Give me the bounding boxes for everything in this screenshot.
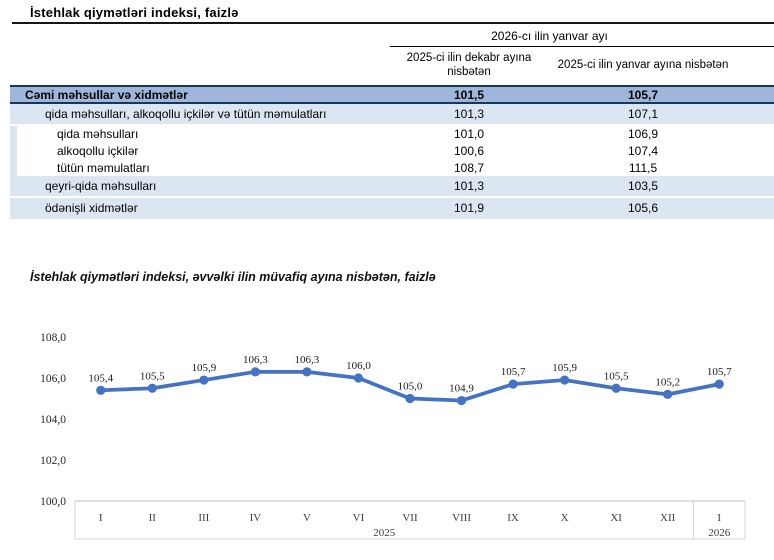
data-point-marker (302, 367, 311, 376)
row-edge-band (10, 125, 17, 142)
column-header-row (10, 46, 774, 86)
cpi-line-chart (28, 320, 768, 548)
row-label: tütün məmulatları (17, 159, 390, 176)
chart-title: İstehlak qiymətləri indeksi, əvvəlki ilin müvafiq ayına nisbətən, faizlə (30, 270, 436, 284)
data-point-label: 105,5 (603, 370, 629, 383)
value-vs-december: 101,3 (390, 103, 548, 125)
column-group-row (10, 28, 774, 46)
x-axis-month-label: VIII (452, 512, 472, 524)
row-filler (738, 125, 774, 142)
row-edge-band (10, 159, 17, 176)
x-axis-month-label: XI (610, 512, 622, 524)
data-point-label: 105,2 (655, 376, 681, 389)
x-axis-month-label: II (148, 512, 156, 524)
row-label: qeyri-qida məhsulları (17, 176, 390, 197)
x-axis-month-label: I (98, 512, 103, 524)
value-vs-january: 105,6 (548, 197, 738, 219)
y-axis-tick-label: 108,0 (40, 332, 66, 344)
data-point-marker (508, 380, 517, 389)
data-point-marker (612, 384, 621, 393)
table-body (10, 86, 774, 220)
y-axis-tick-label: 106,0 (40, 373, 66, 385)
data-point-label: 105,5 (139, 370, 165, 383)
table-row (10, 86, 774, 103)
table-row (10, 197, 774, 219)
data-point-marker (457, 396, 466, 405)
x-axis-month-label: IX (507, 512, 519, 524)
value-vs-december: 100,6 (390, 142, 548, 159)
value-vs-december: 101,0 (390, 125, 548, 142)
value-vs-december: 101,5 (390, 86, 548, 103)
row-edge-band (10, 176, 17, 197)
data-point-label: 105,9 (552, 362, 577, 375)
x-axis-month-label: VII (402, 512, 418, 524)
x-axis-month-label: XII (660, 512, 676, 524)
header-spacer (17, 46, 390, 86)
data-point-label: 105,0 (397, 380, 423, 393)
row-edge-band (10, 103, 17, 125)
data-point-label: 106,3 (243, 353, 268, 366)
data-point-marker (560, 375, 569, 384)
cpi-table (10, 28, 774, 221)
row-edge-band (10, 197, 17, 219)
column-header-vs-january: 2025-ci ilin yanvar ayına nisbətən (557, 58, 729, 71)
x-axis-year-label: 2025 (373, 527, 396, 539)
value-vs-january: 106,9 (548, 125, 738, 142)
header-spacer (10, 28, 390, 46)
value-vs-january: 107,1 (548, 103, 738, 125)
row-filler (738, 103, 774, 125)
x-axis-month-label: I (717, 512, 722, 524)
header-spacer (10, 46, 17, 86)
x-axis-month-label: IV (249, 512, 262, 524)
y-axis-tick-label: 100,0 (40, 496, 66, 508)
data-point-label: 105,7 (706, 366, 732, 379)
table-header (10, 28, 774, 86)
row-edge-band (10, 142, 17, 159)
table-row (10, 142, 774, 159)
x-axis-month-label: V (302, 512, 311, 524)
x-axis-month-label: III (198, 512, 210, 524)
data-point-label: 104,9 (449, 382, 474, 395)
page-title: İstehlak qiymətləri indeksi, faizlə (30, 5, 239, 20)
row-filler (738, 86, 774, 103)
row-label: Cəmi məhsullar və xidmətlər (17, 86, 390, 103)
table-row (10, 159, 774, 176)
data-point-label: 105,7 (500, 366, 526, 379)
value-vs-january: 105,7 (548, 86, 738, 103)
data-point-marker (405, 394, 414, 403)
table-row (10, 176, 774, 197)
row-filler (738, 159, 774, 176)
column-header-vs-december: 2025-ci ilin dekabr ayına nisbətən (406, 51, 532, 79)
value-vs-january: 103,5 (548, 176, 738, 197)
row-label: alkoqollu içkilər (17, 142, 390, 159)
data-point-label: 105,4 (88, 372, 114, 385)
x-axis-month-label: X (560, 512, 569, 524)
data-point-marker (199, 375, 208, 384)
x-axis-month-label: VI (352, 512, 365, 524)
data-point-marker (251, 367, 260, 376)
column-group-header: 2026-cı ilin yanvar ayı (390, 28, 774, 46)
title-divider (12, 22, 774, 24)
row-filler (738, 176, 774, 197)
value-vs-december: 101,9 (390, 197, 548, 219)
data-point-marker (96, 386, 105, 395)
data-point-marker (148, 384, 157, 393)
table-row (10, 125, 774, 142)
value-vs-january: 111,5 (548, 159, 738, 176)
y-axis-tick-label: 102,0 (40, 455, 66, 467)
data-point-label: 105,9 (191, 362, 217, 375)
data-point-label: 106,0 (346, 360, 371, 372)
row-label: ödənişli xidmətlər (17, 197, 390, 219)
data-point-label: 106,3 (294, 353, 320, 366)
row-edge-band (10, 86, 17, 103)
y-axis-tick-label: 104,0 (40, 414, 66, 426)
row-filler (738, 197, 774, 219)
data-point-marker (354, 373, 363, 382)
header-spacer (738, 46, 774, 86)
data-point-marker (663, 390, 672, 399)
value-vs-january: 107,4 (548, 142, 738, 159)
x-axis-year-label: 2026 (708, 527, 731, 539)
row-label: qida məhsulları (17, 125, 390, 142)
row-filler (738, 142, 774, 159)
data-point-marker (715, 380, 724, 389)
value-vs-december: 108,7 (390, 159, 548, 176)
table-row (10, 103, 774, 125)
value-vs-december: 101,3 (390, 176, 548, 197)
row-label: qida məhsulları, alkoqollu içkilər və tütün məmulatları (17, 103, 390, 125)
